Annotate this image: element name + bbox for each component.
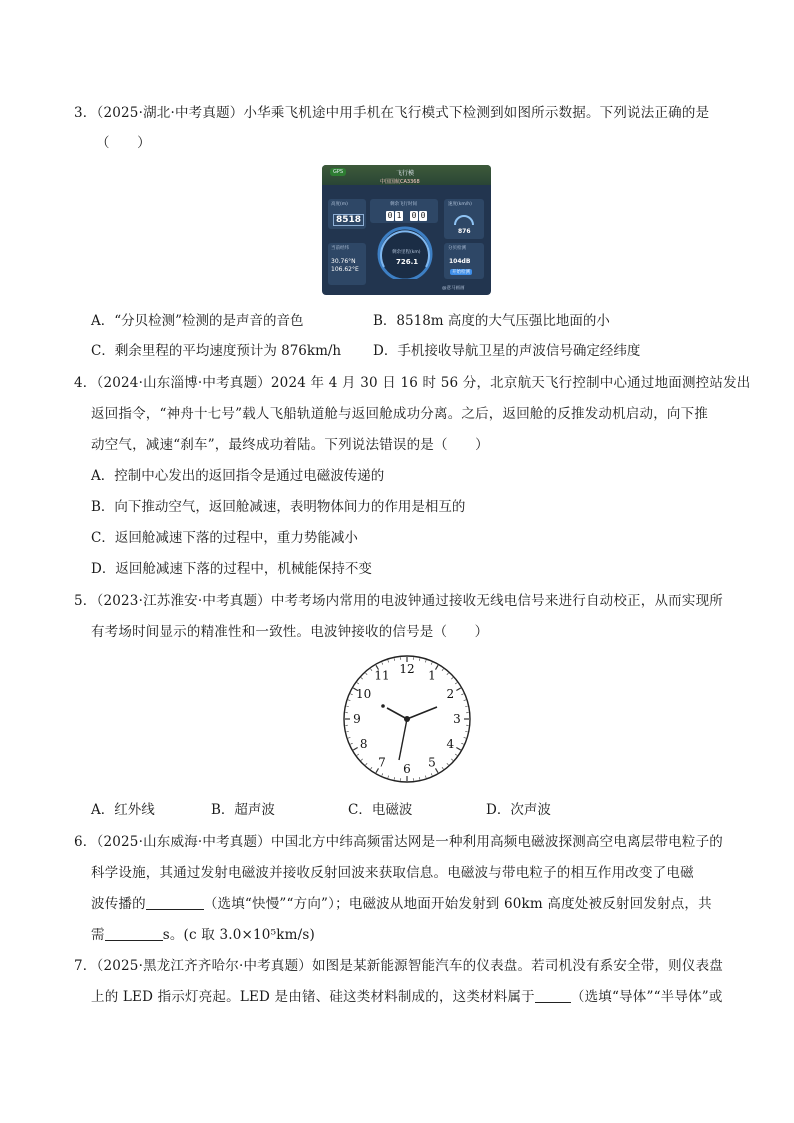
q7-blank-1[interactable]: [535, 988, 571, 1003]
q6-line3-end: （选填“快慢”“方向”）；电磁波从地面开始发射到 60km 高度处被反射回发射点，共: [203, 896, 712, 912]
q4-option-c: C．返回舱减速下落的过程中，重力势能减小: [91, 530, 358, 546]
clock-number: 7: [378, 755, 386, 770]
time-digit: 1: [396, 211, 402, 220]
q6-line4-end: s。(c 取 3.0×10⁵km/s): [162, 927, 315, 943]
speed-label: 速度(km/h): [448, 202, 472, 207]
q7-stem-line1: 7．（2025·黑龙江齐齐哈尔·中考真题）如图是某新能源智能汽车的仪表盘。若司机没有系安全带，则仪表盘: [74, 958, 723, 974]
q6-stem-line1: 6．（2025·山东威海·中考真题）中国北方中纬高频雷达网是一种利用高频电磁波探测高空电离层带电粒子的: [74, 834, 723, 850]
latitude-value: 30.76°N: [331, 258, 356, 265]
q3-option-c: C．剩余里程的平均速度预计为 876km/h: [91, 343, 342, 359]
time-digit: 0: [387, 211, 393, 220]
altitude-label: 高度(m): [331, 202, 348, 207]
flight-data-screenshot: [322, 165, 491, 295]
q4-option-a: A．控制中心发出的返回指令是通过电磁波传递的: [91, 468, 385, 484]
longitude-value: 106.62°E: [331, 266, 359, 273]
clock-number: 3: [453, 712, 461, 726]
panel-mode-title: 飞行模: [396, 170, 415, 177]
clock-number: 8: [359, 737, 368, 751]
hand-tip: [381, 704, 385, 708]
clock-number: 11: [374, 668, 390, 683]
start-detect-button: 开始检测: [452, 270, 470, 275]
q3-option-a: A．“分贝检测”检测的是声音的音色: [91, 313, 304, 329]
q7-line2-end: （选填“导体”“半导体”或: [570, 989, 723, 1005]
coordinates-label: 当前经纬: [331, 246, 349, 251]
image-credit: @意马画画: [442, 286, 465, 291]
distance-value: 726.1: [396, 258, 419, 266]
q7-stem-line2: [91, 988, 723, 1006]
q4-stem-line1: 4．（2024·山东淄博·中考真题）2024 年 4 月 30 日 16 时 56 分，北京航天飞行控制中心通过地面测控站发出: [74, 375, 751, 391]
q6-line3-start: 波传播的: [91, 896, 146, 912]
clock-number: 9: [353, 712, 361, 726]
q4-stem-line2: 返回指令，“神舟十七号”载人飞船轨道舱与返回舱成功分离。之后，返回舱的反推发动机启动，向下推: [91, 406, 709, 422]
distance-label: 剩余里程(km): [392, 250, 421, 255]
q4-option-d: D．返回舱减速下落的过程中，机械能保持不变: [91, 561, 372, 577]
time-digit: 0: [420, 211, 426, 220]
q5-option-b: B．超声波: [211, 802, 275, 818]
clock-center-pin: [404, 716, 410, 722]
remaining-time-label: 剩余飞行时间: [390, 202, 417, 207]
q6-stem-line3: [91, 895, 712, 913]
q6-stem-line4: [91, 926, 315, 944]
q3-answer-paren: （ ）: [96, 135, 151, 151]
time-digit: 0: [411, 211, 417, 220]
q5-stem-line1: 5．（2023·江苏淮安·中考真题）中考考场内常用的电波钟通过接收无线电信号来进行自动校正，从而实现所: [74, 593, 723, 609]
gps-badge: GPS: [330, 168, 346, 176]
clock-number: 1: [428, 668, 436, 683]
q3-option-b: B．8518m 高度的大气压强比地面的小: [373, 313, 610, 329]
q5-option-d: D．次声波: [486, 802, 551, 818]
clock-number: 4: [446, 737, 455, 751]
q5-stem-line2: 有考场时间显示的精准性和一致性。电波钟接收的信号是（ ）: [91, 624, 489, 640]
speed-value: 876: [458, 228, 471, 235]
clock-number: 5: [428, 755, 436, 770]
q6-blank-2[interactable]: [105, 926, 163, 941]
q6-stem-line2: 科学设施，其通过发射电磁波并接收反射回波来获取信息。电磁波与带电粒子的相互作用改变了电磁: [91, 865, 694, 881]
q7-line2-start: 上的 LED 指示灯亮起。LED 是由锗、硅这类材料制成的，这类材料属于: [91, 989, 535, 1005]
q4-stem-line3: 动空气，减速“刹车”，最终成功着陆。下列说法错误的是（ ）: [91, 437, 489, 453]
speedometer-icon: [452, 209, 476, 227]
q6-blank-1[interactable]: [146, 895, 204, 910]
clock-number: 2: [446, 687, 455, 701]
clock-number: 10: [356, 687, 372, 701]
q6-line4-start: 需: [91, 927, 105, 943]
q5-option-c: C．电磁波: [348, 802, 413, 818]
q5-option-a: A．红外线: [91, 802, 155, 818]
q3-stem-line1: 3．（2025·湖北·中考真题）小华乘飞机途中用手机在飞行模式下检测到如图所示数据。下列说法正确的是: [74, 105, 710, 121]
altitude-value: 8518: [333, 214, 364, 226]
q4-option-b: B．向下推动空气，返回舱减速，表明物体间力的作用是相互的: [91, 499, 466, 515]
clock-number: 12: [399, 662, 415, 676]
decibel-label: 分贝检测: [448, 246, 466, 251]
q3-option-d: D．手机接收导航卫星的声波信号确定经纬度: [373, 343, 641, 359]
clock-number: 6: [403, 762, 411, 776]
radio-clock-figure: [335, 652, 479, 786]
flight-number: 中国国航CA3368: [380, 179, 420, 185]
decibel-value: 104dB: [449, 258, 471, 265]
